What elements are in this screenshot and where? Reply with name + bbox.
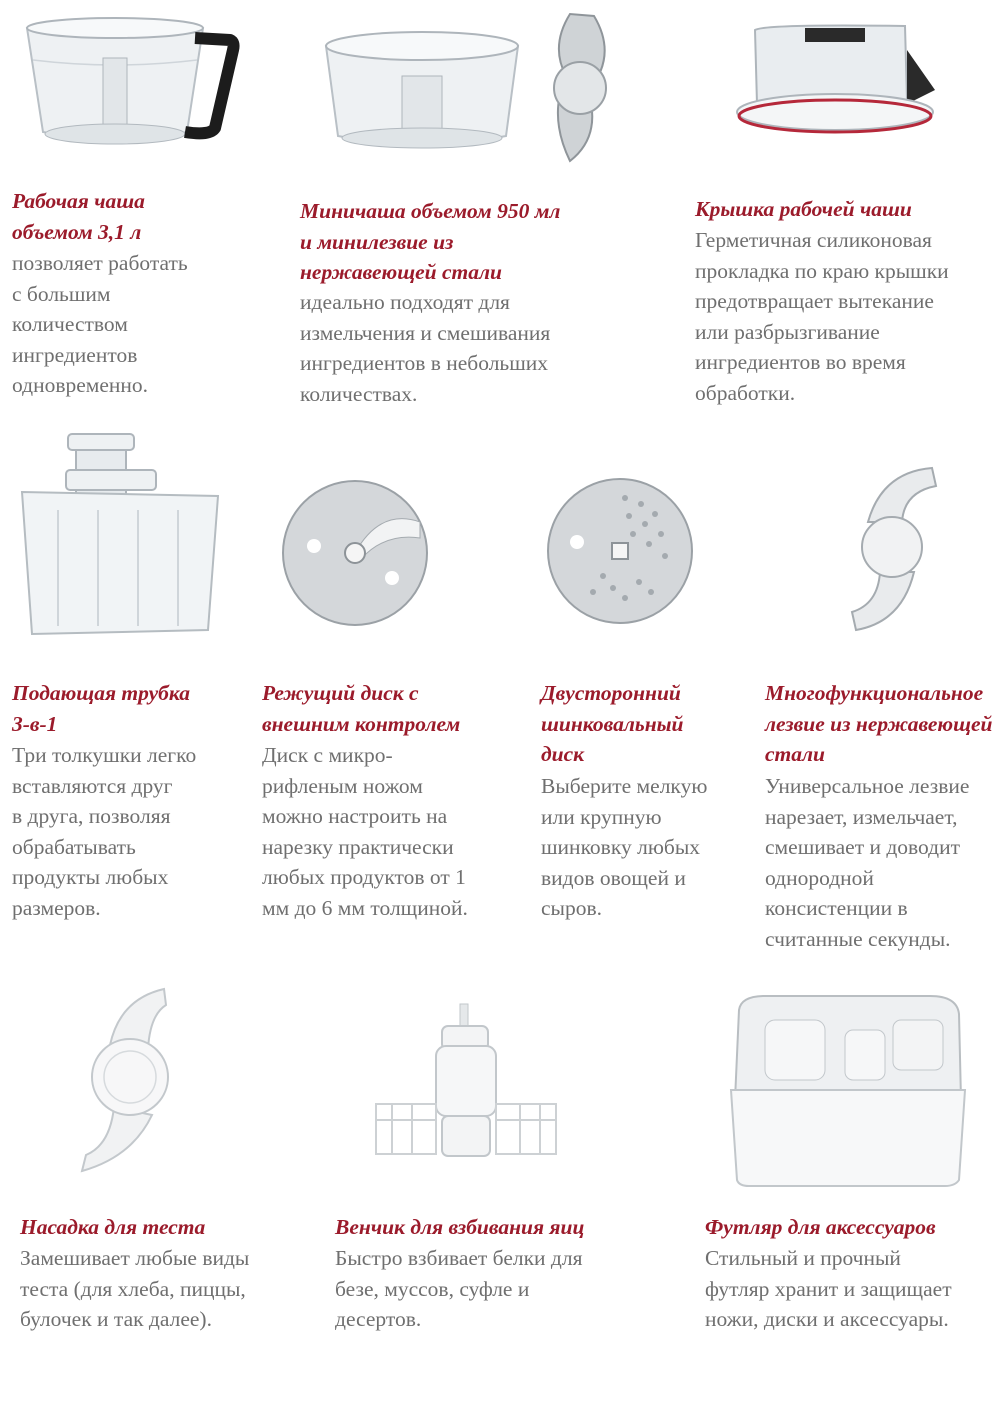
feed-tube-icon [18,430,223,640]
item-description: Стильный и прочный футляр хранит и защищает ножи, диски и аксессуары. [705,1246,952,1331]
item-description: позволяет работать с большим количеством ингредиентов одновременно. [12,251,188,397]
item-description: Замешивает любые виды теста (для хлеба, пиццы, булочек и так далее). [20,1246,250,1331]
item-title: Режущий диск с внешним контролем [262,681,461,736]
shredding-disc-icon [545,476,695,626]
storage-case-icon [725,990,970,1190]
egg-whip-icon [372,1000,562,1165]
item-description: Выберите мелкую или крупную шинковку любых видов овощей и сыров. [541,774,708,920]
item-title: Многофункциональное лезвие из нержавеющей стали [765,681,993,766]
item-title: Миничаша объемом 950 мл и минилезвие из нержавеющей стали [300,199,561,284]
dough-blade-icon [70,985,190,1175]
item-description: идеально подходят для измельчения и смешивания ингредиентов в небольших количествах. [300,290,551,406]
item-title: Крышка рабочей чаши [695,197,912,221]
item-title: Насадка для теста [20,1215,206,1239]
item-title: Футляр для аксессуаров [705,1215,936,1239]
multipurpose-blade-icon [842,462,942,637]
item-description: Быстро взбивает белки для безе, муссов, суфле и десертов. [335,1246,583,1331]
item-title: Двусторонний шинковальный диск [541,681,684,766]
mini-bowl-blade-icon [318,6,638,171]
slicing-disc-icon [280,478,430,628]
item-title: Подающая трубка 3-в-1 [12,681,190,736]
item-description: Три толкушки легко вставляются друг в друга, позволяя обрабатывать продукты любых размеров. [12,743,197,920]
item-description: Герметичная силиконовая прокладка по краю крышки предотвращает вытекание или разбрызгивание ингредиентов во время обработки. [695,228,949,405]
item-description: Диск с микро- рифленым ножом можно настроить на нарезку практически любых продуктов от 1 мм до 6 мм толщиной. [262,743,468,920]
work-bowl-icon [15,10,245,160]
item-description: Универсальное лезвие нарезает, измельчает, смешивает и доводит однородной консистенции в считанные секунды. [765,774,970,951]
item-title: Рабочая чаша объемом 3,1 л [12,189,145,244]
bowl-lid-icon [735,20,950,145]
item-title: Венчик для взбивания яиц [335,1215,585,1239]
